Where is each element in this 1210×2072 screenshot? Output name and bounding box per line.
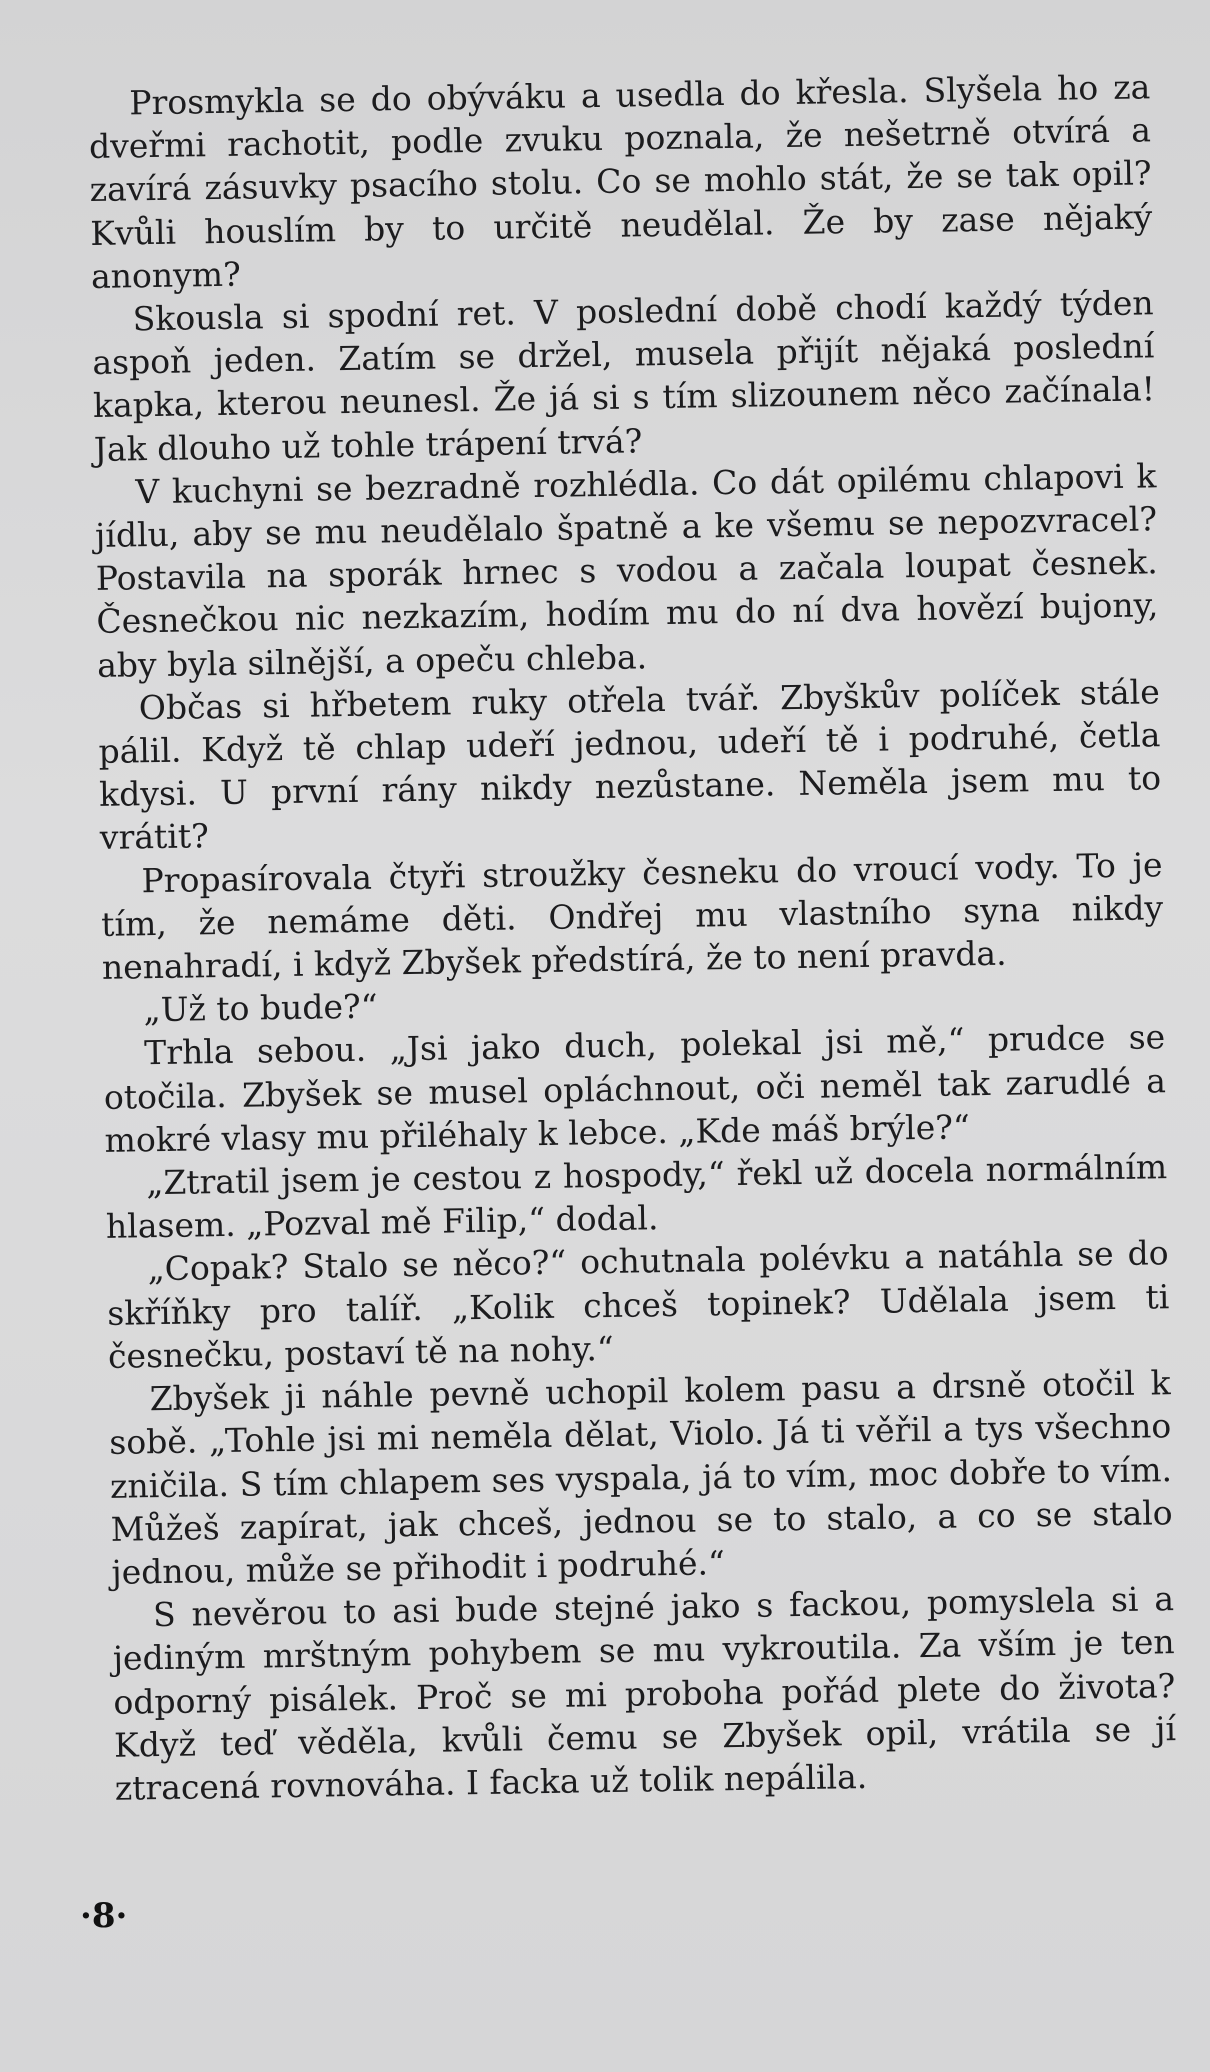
- paragraph-9: „Copak? Stalo se něco?“ ochutnala polévku a natáhla se do skříňky pro talíř. „Kolik chceš topinek? Udělala jsem ti česnečku, postaví tě na nohy.“: [107, 1233, 1170, 1376]
- paragraph-6: „Už to bude?“: [143, 986, 378, 1030]
- paragraph-2: Skousla si spodní ret. V poslední době chodí každý týden aspoň jeden. Zatím se držel, musela přijít nějaká poslední kapka, kterou neunesl. Že já si s tím slizounem něco začínala! Jak dlouho už tohle trápení trvá?: [92, 283, 1156, 469]
- body-text: [88, 65, 1177, 1810]
- paragraph-1: Prosmykla se do obýváku a usedla do křesla. Slyšela ho za dveřmi rachotit, podle zvuku poznala, že nešetrně otvírá a zavírá zásuvky psacího stolu. Co se mohlo stát, že se tak opil? Kvůli houslím by to určitě neudělal. Že by zase nějaký anonym?: [88, 67, 1153, 296]
- paragraph-8: „Ztratil jsem je cestou z hospody,“ řekl už docela normálním hlasem. „Pozval mě Filip,“ dodal.: [105, 1147, 1168, 1247]
- paragraph-4: Občas si hřbetem ruky otřela tvář. Zbyškův políček stále pálil. Když tě chlap udeří jednou, udeří tě i podruhé, četla kdysi. U první rány nikdy nezůstane. Neměla jsem mu to vrátit?: [98, 672, 1162, 858]
- paragraph-11: S nevěrou to asi bude stejné jako s fackou, pomyslela si a jediným mrštným pohybem se mu vykroutila. Za vším je ten odporný pisálek. Proč se mi proboha pořád plete do života? Když teď věděla, kvůli čemu se Zbyšek opil, vrátila se jí ztracená rovnováha. I facka už tolik nepálila.: [112, 1579, 1177, 1808]
- paragraph-3: V kuchyni se bezradně rozhlédla. Co dát opilému chlapovi k jídlu, aby se mu neudělalo špatně a ke všemu se nepozvracel? Postavila na sporák hrnec s vodou a začala loupat česnek. Česnečkou nic nezkazím, hodím mu do ní dva hovězí bujony, aby byla silnější, a opeču chleba.: [94, 456, 1159, 685]
- paragraph-10: Zbyšek ji náhle pevně uchopil kolem pasu a drsně otočil k sobě. „Tohle jsi mi neměla dělat, Violo. Já ti věřil a tys všechno zničila. S tím chlapem ses vyspala, já to vím, moc dobře to vím. Můžeš zapírat, jak chceš, jednou se to stalo, a co se stalo jednou, může se přihodit i podruhé.“: [109, 1363, 1173, 1592]
- paragraph-7: Trhla sebou. „Jsi jako duch, polekal jsi mě,“ prudce se otočila. Zbyšek se musel opláchnout, oči neměl tak zarudlé a mokré vlasy mu přiléhaly k lebce. „Kde máš brýle?“: [103, 1017, 1167, 1160]
- page-number: ·8·: [80, 1896, 128, 1936]
- paragraph-5: Propasírovala čtyři stroužky česneku do vroucí vody. To je tím, že nemáme děti. Ondřej mu vlastního syna nikdy nenahradí, i když Zbyšek předstírá, že to není pravda.: [100, 844, 1164, 987]
